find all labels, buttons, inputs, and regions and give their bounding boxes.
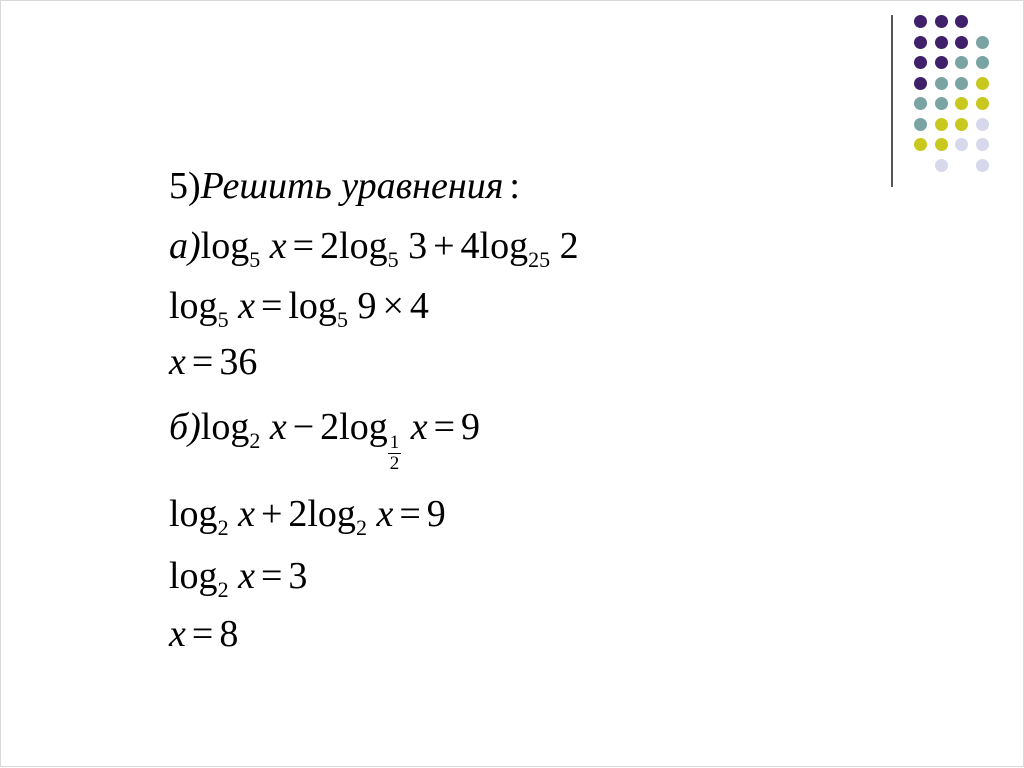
decorative-dot [955,77,968,90]
task-number: 5) [169,165,201,207]
part-label-b: б) [169,406,201,448]
decorative-dot [914,138,927,151]
plus-sign: + [433,225,455,267]
decorative-dot [935,36,948,49]
equation-a-line-1 [169,225,579,272]
answer-value: 36 [219,341,258,383]
decorative-dot [976,159,989,172]
log-base: 5 [336,307,348,332]
equation-b-line-1 [169,403,481,474]
argument: 2 [559,225,579,267]
task-heading [169,167,526,205]
decorative-dot [914,77,927,90]
log-base: 5 [217,307,229,332]
equation-a-line-2 [169,285,429,332]
decorative-dot [914,15,927,28]
equation-a-answer [169,343,257,381]
decorative-dot [976,56,989,69]
decorative-dot [914,36,927,49]
variable-x: x [376,493,394,535]
fraction-denominator: 2 [389,453,400,474]
coefficient: 2 [320,406,340,448]
coefficient: 2 [288,493,308,535]
decorative-dot [955,138,968,151]
decorative-dot [955,36,968,49]
right-side-value: 9 [426,493,446,535]
decorative-dot [976,36,989,49]
coefficient: 2 [320,225,340,267]
decorative-dot [955,118,968,131]
log-base: 2 [249,428,261,453]
decorative-dot [935,118,948,131]
coefficient: 4 [460,225,480,267]
answer-value: 8 [219,613,239,655]
decorative-dot [955,15,968,28]
decorative-dot [935,138,948,151]
fraction-base [388,433,402,474]
log: log [288,285,337,327]
log: log [200,225,250,267]
equals-sign: = [260,285,283,327]
log-base: 25 [528,247,551,272]
log-base: 2 [217,515,229,540]
equation-b-line-3 [169,555,308,602]
argument: 3 [408,225,428,267]
task-title: Решить уравнения [200,165,504,207]
decorative-dot [935,56,948,69]
log: log [339,406,388,448]
log: log [200,406,250,448]
log: log [169,555,218,597]
equation-block [169,1,869,768]
plus-sign: + [260,493,283,535]
log-base: 2 [217,577,229,602]
decorative-vertical-line [891,15,893,187]
variable-x: x [169,613,186,655]
decorative-dot [976,77,989,90]
variable-x: x [238,555,255,597]
log-base: 2 [355,515,367,540]
log: log [479,225,529,267]
log-base: 5 [249,247,261,272]
right-side-value: 3 [288,555,308,597]
decorative-dot [955,56,968,69]
log: log [169,285,218,327]
equals-sign: = [433,406,456,448]
decorative-dot [976,118,989,131]
equation-b-line-2 [169,493,446,540]
variable-x: x [410,406,428,448]
equals-sign: = [399,493,421,535]
decorative-dot [914,56,927,69]
decorative-dot [976,138,989,151]
colon: : [509,165,520,207]
decorative-dot [976,97,989,110]
times-sign: × [382,285,404,327]
equals-sign: = [191,613,214,655]
variable-x: x [238,285,255,327]
equation-b-answer [169,615,238,653]
fraction-numerator: 1 [389,432,400,453]
argument: 9 [357,285,377,327]
decorative-dot [935,97,948,110]
variable-x: x [169,341,186,383]
variable-x: x [238,493,255,535]
variable-x: x [269,225,287,267]
decorative-dot [914,97,927,110]
argument: 4 [409,285,429,327]
decorative-dot [935,159,948,172]
right-side-value: 9 [461,406,481,448]
decorative-dot [935,77,948,90]
log: log [169,493,218,535]
log-base: 5 [387,247,399,272]
equals-sign: = [191,341,214,383]
decorative-dot [935,15,948,28]
decorative-dot [955,97,968,110]
equals-sign: = [292,225,315,267]
equals-sign: = [260,555,283,597]
log: log [307,493,356,535]
part-label-a: а) [169,225,201,267]
log: log [339,225,388,267]
variable-x: x [269,406,287,448]
decorative-dot [914,118,927,131]
minus-sign: − [292,406,315,448]
